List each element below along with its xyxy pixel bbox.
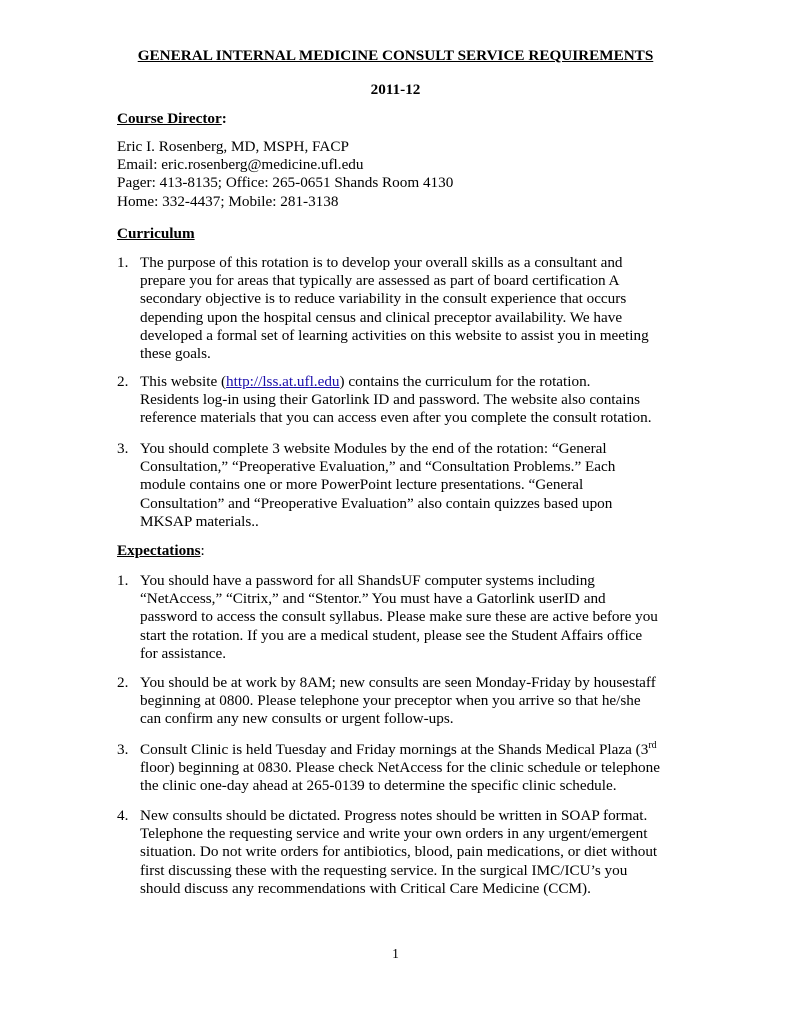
director-name: Eric I. Rosenberg, MD, MSPH, FACP: [117, 138, 349, 155]
text-line: situation. Do not write orders for antibiotics, blood, pain medications, or diet without: [140, 843, 658, 861]
text-line: You should complete 3 website Modules by the end of the rotation: “General: [140, 440, 607, 457]
text-line: floor) beginning at 0830. Please check NetAccess for the clinic schedule or telephone: [140, 759, 660, 777]
text-line: can confirm any new consults or urgent follow-ups.: [140, 710, 454, 728]
text-line: developed a formal set of learning activities on this website to assist you in meeting: [140, 326, 649, 344]
expectations-item-2: [117, 674, 692, 729]
text-line: You should be at work by 8AM; new consults are seen Monday-Friday by housestaff: [140, 674, 656, 691]
text-line: Residents log-in using their Gatorlink ID and password. The website also contains: [140, 391, 640, 409]
course-director-label: Course Director: [117, 110, 222, 127]
list-number: 2.: [117, 674, 129, 691]
academic-year: 2011-12: [370, 81, 421, 98]
course-director-heading: [117, 110, 227, 128]
text-line: the clinic one-day ahead at 265-0139 to determine the specific clinic schedule.: [140, 777, 617, 795]
text-line: MKSAP materials..: [140, 512, 259, 530]
text-fragment: Consult Clinic is held Tuesday and Friday mornings at the Shands Medical Plaza (3: [140, 741, 649, 758]
text-line: New consults should be dictated. Progress notes should be written in SOAP format.: [140, 807, 648, 824]
curriculum-label: Curriculum: [117, 225, 195, 242]
contact-block: [117, 138, 453, 211]
director-home: Home: 332-4437; Mobile: 281-3138: [117, 192, 339, 210]
text-line: Consultation,” “Preoperative Evaluation,” and “Consultation Problems.” Each: [140, 458, 616, 476]
website-link[interactable]: http://lss.at.ufl.edu: [226, 373, 340, 390]
list-number: 1.: [117, 572, 129, 589]
course-director-colon: :: [221, 110, 227, 127]
text-line: The purpose of this rotation is to develop your overall skills as a consultant and: [140, 254, 623, 271]
expectations-item-4: [117, 807, 692, 898]
text-line: for assistance.: [140, 644, 227, 662]
director-email: Email: eric.rosenberg@medicine.ufl.edu: [117, 156, 364, 174]
list-number: 1.: [117, 254, 129, 271]
text-line: depending upon the hospital census and clinical preceptor availability. We have: [140, 308, 623, 326]
text-line: Telephone the requesting service and write your own orders in any urgent/emergent: [140, 825, 648, 843]
text-line: beginning at 0800. Please telephone your preceptor when you arrive so that he/she: [140, 692, 641, 710]
text-line: [140, 373, 692, 391]
text-line: first discussing these with the requesting service. In the surgical IMC/ICU’s you: [140, 861, 628, 879]
expectations-heading: [117, 542, 205, 560]
text-fragment: ) contains the curriculum for the rotation.: [339, 373, 591, 390]
curriculum-item-2: [117, 373, 692, 428]
curriculum-item-1: [117, 254, 692, 363]
text-line: password to access the consult syllabus. Please make sure these are active before you: [140, 608, 658, 626]
ordinal-suffix: rd: [648, 740, 657, 751]
text-fragment: This website (: [140, 373, 227, 390]
text-line: prepare you for areas that typically are assessed as part of board certification A: [140, 272, 620, 290]
director-pager: Pager: 413-8135; Office: 265-0651 Shands Room 4130: [117, 174, 454, 192]
list-number: 3.: [117, 440, 129, 457]
text-line: Consultation” and “Preoperative Evaluation” also contain quizzes based upon: [140, 494, 613, 512]
text-line: these goals.: [140, 345, 211, 363]
text-line: start the rotation. If you are a medical student, please see the Student Affairs office: [140, 626, 643, 644]
expectations-label: Expectations: [117, 542, 201, 559]
curriculum-heading: [117, 225, 195, 243]
expectations-colon: :: [200, 542, 205, 559]
list-number: 4.: [117, 807, 129, 824]
page-title: GENERAL INTERNAL MEDICINE CONSULT SERVICE REQUIREMENTS: [137, 47, 654, 64]
text-line: should discuss any recommendations with Critical Care Medicine (CCM).: [140, 879, 591, 897]
page-number: 1: [392, 946, 399, 961]
list-number: 3.: [117, 741, 129, 758]
text-line: “NetAccess,” “Citrix,” and “Stentor.” You must have a Gatorlink userID and: [140, 590, 606, 608]
text-line: reference materials that you can access even after you complete the consult rotation.: [140, 409, 652, 427]
text-line: You should have a password for all ShandsUF computer systems including: [140, 572, 595, 589]
list-number: 2.: [117, 373, 129, 390]
text-line: [140, 741, 692, 759]
expectations-item-1: [117, 572, 692, 663]
text-line: module contains one or more PowerPoint lecture presentations. “General: [140, 476, 584, 494]
curriculum-item-3: [117, 440, 692, 531]
text-line: secondary objective is to reduce variability in the consult experience that occurs: [140, 290, 627, 308]
expectations-item-3: [117, 741, 692, 796]
